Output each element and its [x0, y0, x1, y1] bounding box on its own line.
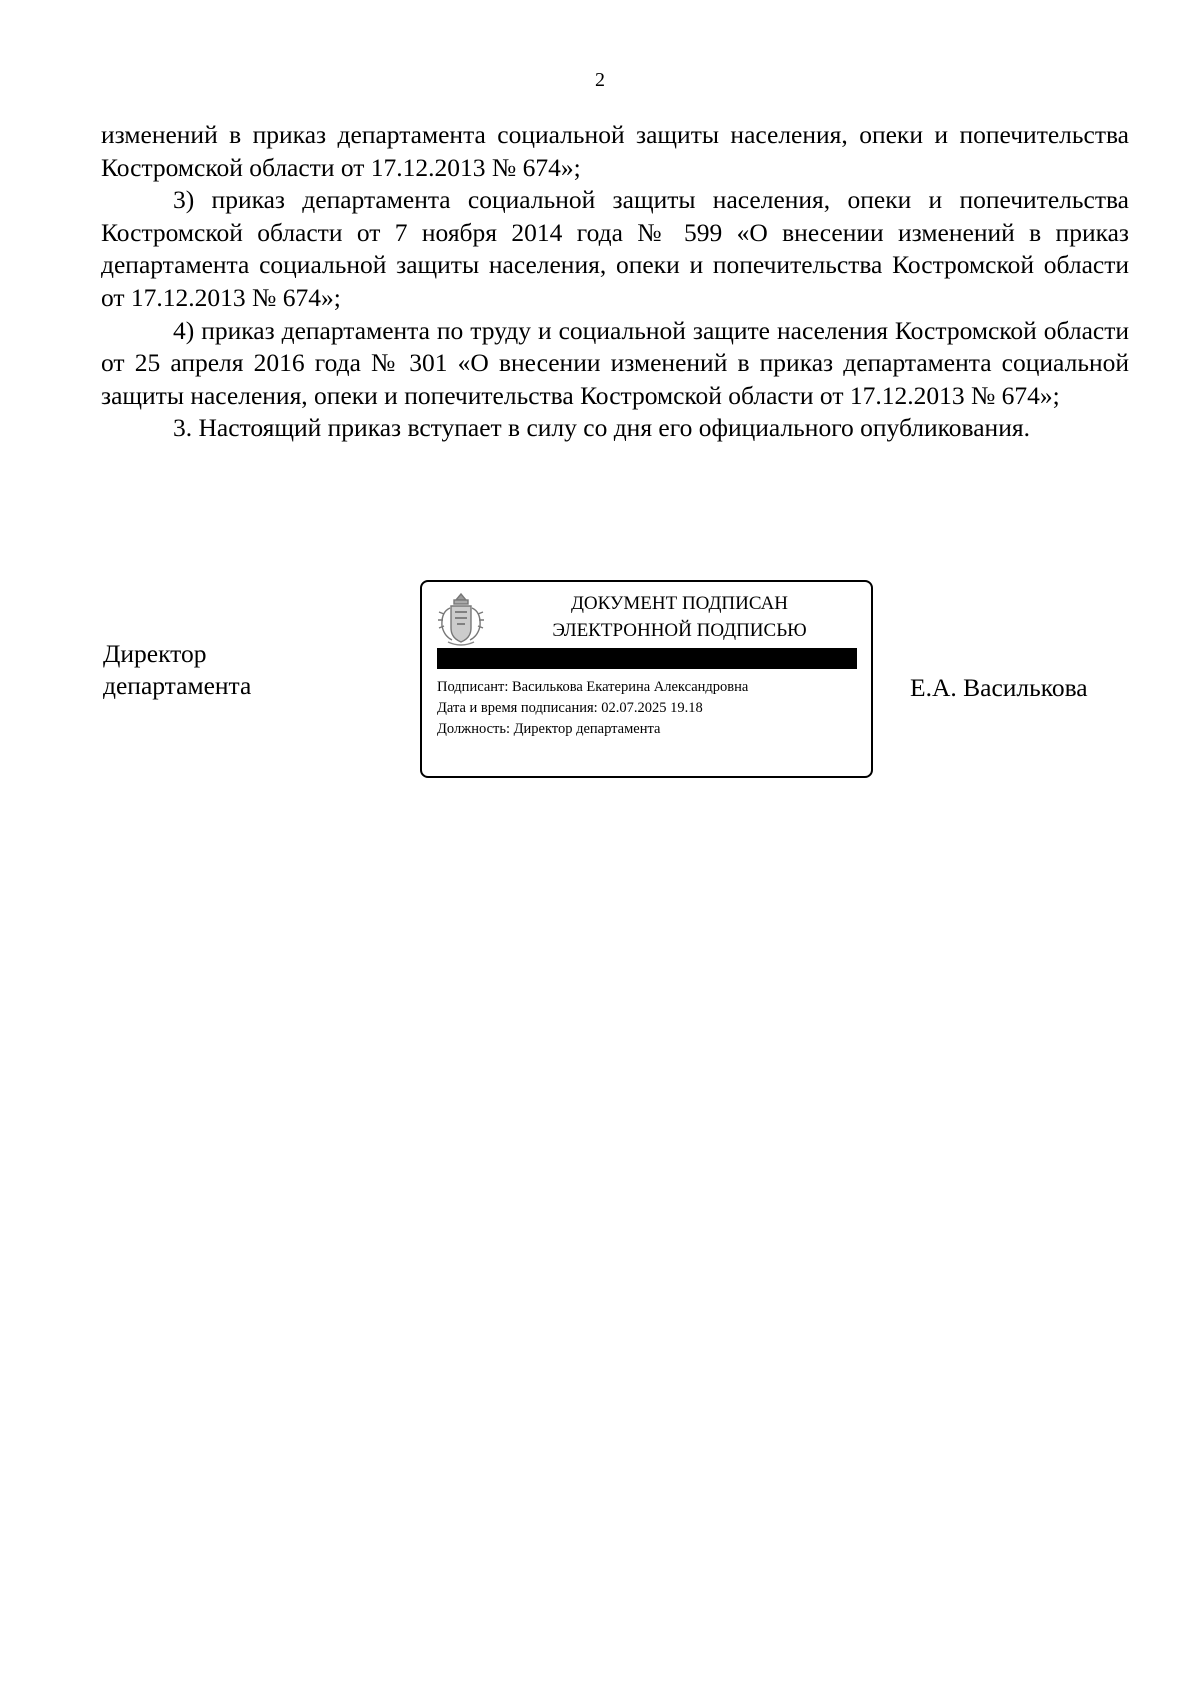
paragraph-item-4: 4) приказ департамента по труду и социальной защите населения Костромской области от 25 апреля 2016 года № 301 «О внесении изменений в приказ департамента социальной защиты населения, опеки и попечительства Костромской области от 17.12.2013 № 674»; [101, 315, 1129, 410]
certificate-redaction-bar [437, 648, 857, 669]
signer-title-line-1: Директор [103, 639, 207, 668]
paragraph-continuation: изменений в приказ департамента социальной защиты населения, опеки и попечительства Костромской области от 17.12.2013 № 674»; [101, 120, 1129, 182]
paragraph-item-3: 3) приказ департамента социальной защиты населения, опеки и попечительства Костромской области от 7 ноября 2014 года № 599 «О внесении изменений в приказ департамента социальной защиты населения, опеки и попечительства Костромской области от 17.12.2013 № 674»; [101, 185, 1129, 312]
signer-title-line-2: департамента [103, 671, 252, 700]
electronic-signature-stamp [420, 580, 873, 778]
stamp-signer: Подписант: Василькова Екатерина Александровна [437, 679, 749, 695]
signer-title [103, 638, 251, 702]
page-number: 2 [595, 69, 605, 91]
stamp-heading-line-2: ЭЛЕКТРОННОЙ ПОДПИСЬЮ [552, 620, 807, 641]
paragraph-effective-date: 3. Настоящий приказ вступает в силу со дня его официального опубликования. [173, 413, 1030, 443]
stamp-heading [502, 590, 857, 644]
signer-name: Е.А. Василькова [910, 673, 1088, 702]
stamp-datetime: Дата и время подписания: 02.07.2025 19.18 [437, 700, 703, 716]
stamp-details [437, 677, 867, 740]
coat-of-arms-icon [436, 592, 486, 648]
stamp-position: Должность: Директор департамента [437, 721, 661, 737]
document-body [101, 119, 1129, 445]
stamp-heading-line-1: ДОКУМЕНТ ПОДПИСАН [570, 593, 789, 614]
